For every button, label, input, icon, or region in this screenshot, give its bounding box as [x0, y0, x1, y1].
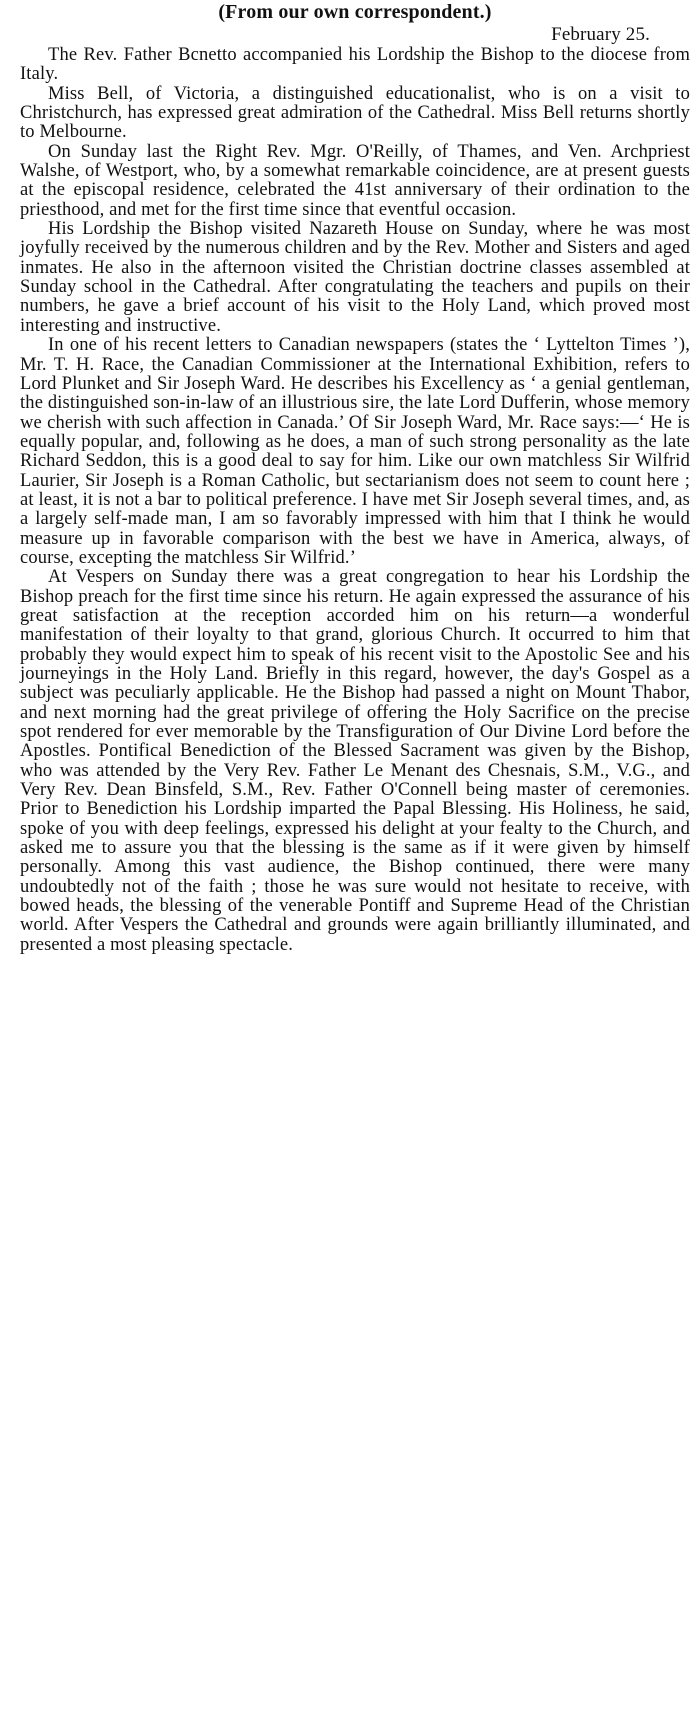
paragraph-ordination-anniversary: On Sunday last the Right Rev. Mgr. O'Reilly, of Thames, and Ven. Archpriest Walshe, of Westport, who, by a somewhat remarkable coincidence, are at present guests at the episcopal residence, celebrated the 41st anniversary of their ordination to the priesthood, and met for the first time since that eventful occasion. — [20, 141, 690, 220]
paragraph-miss-bell: Miss Bell, of Victoria, a distinguished educationalist, who is on a visit to Christchurch, has expressed great admiration of the Cathedral. Miss Bell returns shortly to Melbourne. — [20, 83, 690, 143]
byline: (From our own correspondent.) — [218, 1, 492, 23]
paragraph-nazareth-house: His Lordship the Bishop visited Nazareth House on Sunday, where he was most joyfully received by the numerous children and by the Rev. Mother and Sisters and aged inmates. He also in the afternoon visited the Christian doctrine classes assembled at Sunday school in the Cathedral. After congratulating the teachers and pupils on their numbers, he gave a brief account of his visit to the Holy Land, which proved most interesting and instructive. — [20, 219, 690, 336]
paragraph-vespers: At Vespers on Sunday there was a great congregation to hear his Lordship the Bishop preach for the first time since his return. He again expressed the assurance of his great satisfaction at the reception accorded him on his return—a wonderful manifestation of their loyalty to that grand, glorious Church. It occurred to him that probably they would expect him to speak of his recent visit to the Apostolic See and his journeyings in the Holy Land. Briefly in this regard, however, the day's Gospel as a subject was peculiarly applicable. He the Bishop had passed a night on Mount Thabor, and next morning had the great privilege of offering the Holy Sacrifice on the precise spot rendered for ever memorable by the Transfiguration of Our Divine Lord before the Apostles. Pontifical Benediction of the Blessed Sacrament was given by the Bishop, who was attended by the Very Rev. Father Le Menant des Chesnais, S.M., V.G., and Very Rev. Dean Binsfeld, S.M., Rev. Father O'Connell being master of ceremonies. Prior to Benediction his Lordship imparted the Papal Blessing. His Holiness, he said, spoke of you with deep feelings, expressed his delight at your fealty to the Church, and asked me to assure you that the blessing is the same as if it were given by himself personally. Among this vast audience, the Bishop continued, there were many undoubtedly not of the faith ; those he was sure would not hesitate to receive, with bowed heads, the blessing of the venerable Pontiff and Supreme Head of the Christian world. After Vespers the Cathedral and grounds were again brilliantly illuminated, and presented a most pleasing spectacle. — [20, 567, 690, 955]
paragraph-canadian-letters: In one of his recent letters to Canadian newspapers (states the ‘ Lyttelton Times ’), Mr. T. H. Race, the Canadian Commissioner at the International Exhibition, refers to Lord Plunket and Sir Joseph Ward. He describes his Excellency as ‘ a genial gentleman, the distinguished son-in-law of an illustrious sire, the late Lord Dufferin, whose memory we cherish with such affection in Canada.’ Of Sir Joseph Ward, Mr. Race says:—‘ He is equally popular, and, following as he does, a man of such strong personality as the late Richard Seddon, this is a good deal to say for him. Like our own matchless Sir Wilfrid Laurier, Sir Joseph is a Roman Catholic, but sectarianism does not seem to count here ; at least, it is not a bar to political preference. I have met Sir Joseph several times, and, as a largely self-made man, I am so favorably impressed with him that I think he would measure up in favorable comparison with the best we have in America, always, of course, excepting the matchless Sir Wilfrid.’ — [20, 335, 690, 568]
paragraph-bonetto: The Rev. Father Bcnetto accompanied his Lordship the Bishop to the diocese from Italy. — [20, 45, 690, 85]
dateline: February 25. — [551, 24, 650, 45]
